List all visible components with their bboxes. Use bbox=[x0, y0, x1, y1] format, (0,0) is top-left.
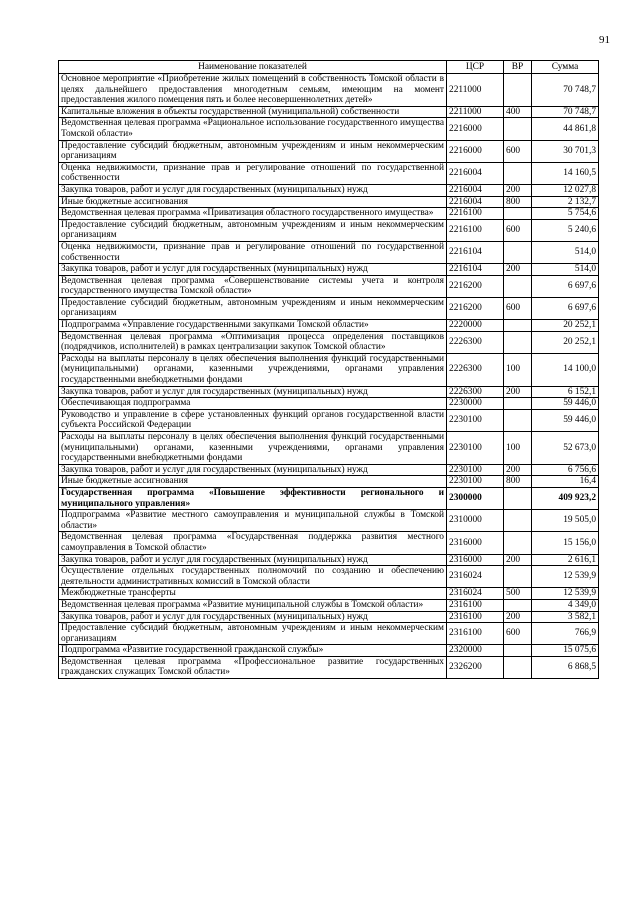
cell-vr bbox=[504, 331, 532, 353]
cell-vr: 500 bbox=[504, 588, 532, 600]
cell-csr: 2316024 bbox=[447, 588, 504, 600]
cell-csr: 2216000 bbox=[447, 118, 504, 140]
table-row bbox=[59, 588, 599, 600]
table-row bbox=[59, 331, 599, 353]
cell-sum: 5 754,6 bbox=[532, 208, 599, 220]
cell-csr: 2230100 bbox=[447, 409, 504, 431]
table-row bbox=[59, 487, 599, 509]
cell-sum: 6 152,1 bbox=[532, 386, 599, 398]
table-row bbox=[59, 241, 599, 263]
header-csr: ЦСР bbox=[447, 61, 504, 74]
header-sum: Сумма bbox=[532, 61, 599, 74]
table-row bbox=[59, 532, 599, 554]
cell-name: Межбюджетные трансферты bbox=[59, 588, 447, 600]
cell-sum: 44 861,8 bbox=[532, 118, 599, 140]
cell-csr: 2230100 bbox=[447, 464, 504, 476]
cell-sum: 4 349,0 bbox=[532, 599, 599, 611]
cell-sum: 20 252,1 bbox=[532, 320, 599, 332]
cell-sum: 3 582,1 bbox=[532, 611, 599, 623]
table-row bbox=[59, 510, 599, 532]
table-row bbox=[59, 566, 599, 588]
cell-csr: 2226300 bbox=[447, 386, 504, 398]
cell-vr bbox=[504, 398, 532, 410]
cell-csr: 2316100 bbox=[447, 611, 504, 623]
cell-vr bbox=[504, 656, 532, 678]
cell-name: Руководство и управление в сфере установленных функций органов государственной власти субъекта Российской Федерации bbox=[59, 409, 447, 431]
cell-csr: 2216200 bbox=[447, 297, 504, 319]
cell-name: Основное мероприятие «Приобретение жилых помещений в собственность Томской области в целях дальнейшего предоставления многодетным семьям, имеющим на момент предоставления жилого помещения пять и более несовершеннолетних детей» bbox=[59, 74, 447, 107]
cell-vr: 800 bbox=[504, 196, 532, 208]
cell-vr bbox=[504, 74, 532, 107]
cell-name: Иные бюджетные ассигнования bbox=[59, 196, 447, 208]
cell-vr: 200 bbox=[504, 264, 532, 276]
cell-name: Предоставление субсидий бюджетным, автономным учреждениям и иным некоммерческим организациям bbox=[59, 297, 447, 319]
table-row bbox=[59, 599, 599, 611]
cell-csr: 2216004 bbox=[447, 184, 504, 196]
cell-sum: 15 075,6 bbox=[532, 645, 599, 657]
cell-name: Государственная программа «Повышение эффективности регионального и муниципального управления» bbox=[59, 487, 447, 509]
cell-sum: 20 252,1 bbox=[532, 331, 599, 353]
cell-csr: 2216004 bbox=[447, 196, 504, 208]
cell-csr: 2316000 bbox=[447, 554, 504, 566]
table-row bbox=[59, 409, 599, 431]
cell-name: Осуществление отдельных государственных полномочий по созданию и обеспечению деятельности административных комиссий в Томской области bbox=[59, 566, 447, 588]
cell-csr: 2316024 bbox=[447, 566, 504, 588]
cell-sum: 14 100,0 bbox=[532, 353, 599, 386]
cell-sum: 6 868,5 bbox=[532, 656, 599, 678]
cell-csr: 2320000 bbox=[447, 645, 504, 657]
cell-sum: 514,0 bbox=[532, 241, 599, 263]
table-row bbox=[59, 386, 599, 398]
table-row bbox=[59, 74, 599, 107]
cell-csr: 2220000 bbox=[447, 320, 504, 332]
cell-sum: 409 923,2 bbox=[532, 487, 599, 509]
cell-name: Закупка товаров, работ и услуг для государственных (муниципальных) нужд bbox=[59, 264, 447, 276]
table-row bbox=[59, 645, 599, 657]
cell-vr bbox=[504, 487, 532, 509]
cell-sum: 6 697,6 bbox=[532, 297, 599, 319]
cell-vr bbox=[504, 320, 532, 332]
cell-vr: 100 bbox=[504, 353, 532, 386]
table-row bbox=[59, 162, 599, 184]
cell-csr: 2226300 bbox=[447, 331, 504, 353]
cell-vr: 200 bbox=[504, 554, 532, 566]
cell-vr bbox=[504, 532, 532, 554]
cell-csr: 2216200 bbox=[447, 275, 504, 297]
cell-name: Иные бюджетные ассигнования bbox=[59, 476, 447, 488]
cell-vr: 600 bbox=[504, 219, 532, 241]
header-vr: ВР bbox=[504, 61, 532, 74]
table-row bbox=[59, 398, 599, 410]
cell-vr bbox=[504, 645, 532, 657]
cell-csr: 2310000 bbox=[447, 510, 504, 532]
cell-name: Подпрограмма «Управление государственными закупками Томской области» bbox=[59, 320, 447, 332]
cell-csr: 2230100 bbox=[447, 432, 504, 465]
cell-sum: 514,0 bbox=[532, 264, 599, 276]
cell-sum: 2 132,7 bbox=[532, 196, 599, 208]
cell-name: Ведомственная целевая программа «Приватизация областного государственного имущества» bbox=[59, 208, 447, 220]
cell-sum: 70 748,7 bbox=[532, 74, 599, 107]
header-name: Наименование показателей bbox=[59, 61, 447, 74]
cell-sum: 6 756,6 bbox=[532, 464, 599, 476]
cell-name: Капитальные вложения в объекты государственной (муниципальной) собственности bbox=[59, 106, 447, 118]
cell-csr: 2211000 bbox=[447, 74, 504, 107]
table-row bbox=[59, 432, 599, 465]
cell-csr: 2230100 bbox=[447, 476, 504, 488]
cell-csr: 2216000 bbox=[447, 140, 504, 162]
cell-vr: 200 bbox=[504, 611, 532, 623]
cell-vr: 800 bbox=[504, 476, 532, 488]
cell-name: Предоставление субсидий бюджетным, автономным учреждениям и иным некоммерческим организациям bbox=[59, 140, 447, 162]
cell-name: Ведомственная целевая программа «Развитие муниципальной службы в Томской области» bbox=[59, 599, 447, 611]
table-row bbox=[59, 196, 599, 208]
cell-csr: 2216100 bbox=[447, 219, 504, 241]
table-row bbox=[59, 184, 599, 196]
cell-sum: 52 673,0 bbox=[532, 432, 599, 465]
cell-vr bbox=[504, 118, 532, 140]
cell-name: Оценка недвижимости, признание прав и регулирование отношений по государственной собственности bbox=[59, 241, 447, 263]
cell-vr: 400 bbox=[504, 106, 532, 118]
cell-name: Ведомственная целевая программа «Рациональное использование государственного имущества Томской области» bbox=[59, 118, 447, 140]
table-row bbox=[59, 320, 599, 332]
cell-csr: 2216104 bbox=[447, 241, 504, 263]
cell-sum: 5 240,6 bbox=[532, 219, 599, 241]
cell-vr: 200 bbox=[504, 184, 532, 196]
table-row bbox=[59, 264, 599, 276]
table-row bbox=[59, 464, 599, 476]
cell-csr: 2216004 bbox=[447, 162, 504, 184]
cell-csr: 2316100 bbox=[447, 623, 504, 645]
cell-vr: 600 bbox=[504, 297, 532, 319]
table-row bbox=[59, 656, 599, 678]
table-row bbox=[59, 623, 599, 645]
table-row bbox=[59, 208, 599, 220]
cell-sum: 15 156,0 bbox=[532, 532, 599, 554]
cell-name: Оценка недвижимости, признание прав и регулирование отношений по государственной собственности bbox=[59, 162, 447, 184]
cell-vr bbox=[504, 162, 532, 184]
cell-csr: 2216104 bbox=[447, 264, 504, 276]
cell-vr: 200 bbox=[504, 464, 532, 476]
cell-name: Предоставление субсидий бюджетным, автономным учреждениям и иным некоммерческим организациям bbox=[59, 623, 447, 645]
cell-vr bbox=[504, 275, 532, 297]
table-row bbox=[59, 611, 599, 623]
cell-vr bbox=[504, 599, 532, 611]
table-row bbox=[59, 476, 599, 488]
cell-vr bbox=[504, 566, 532, 588]
table-row bbox=[59, 106, 599, 118]
table-row bbox=[59, 275, 599, 297]
table-header-row bbox=[59, 61, 599, 74]
cell-csr: 2326200 bbox=[447, 656, 504, 678]
cell-name: Предоставление субсидий бюджетным, автономным учреждениям и иным некоммерческим организациям bbox=[59, 219, 447, 241]
cell-name: Расходы на выплаты персоналу в целях обеспечения выполнения функций государственными (муниципальными) органами, казенными учреждениями, органами управления государственными внебюджетными фондами bbox=[59, 432, 447, 465]
cell-csr: 2316100 bbox=[447, 599, 504, 611]
cell-csr: 2216100 bbox=[447, 208, 504, 220]
cell-sum: 12 539,9 bbox=[532, 588, 599, 600]
cell-sum: 30 701,3 bbox=[532, 140, 599, 162]
budget-table bbox=[58, 60, 599, 679]
cell-vr bbox=[504, 208, 532, 220]
table-row bbox=[59, 118, 599, 140]
cell-name: Закупка товаров, работ и услуг для государственных (муниципальных) нужд bbox=[59, 611, 447, 623]
cell-csr: 2211000 bbox=[447, 106, 504, 118]
cell-sum: 12 027,8 bbox=[532, 184, 599, 196]
cell-name: Закупка товаров, работ и услуг для государственных (муниципальных) нужд bbox=[59, 554, 447, 566]
cell-name: Расходы на выплаты персоналу в целях обеспечения выполнения функций государственными (муниципальными) органами, казенными учреждениями, органами управления государственными внебюджетными фондами bbox=[59, 353, 447, 386]
table-body bbox=[59, 74, 599, 679]
cell-sum: 19 505,0 bbox=[532, 510, 599, 532]
cell-vr: 100 bbox=[504, 432, 532, 465]
cell-name: Закупка товаров, работ и услуг для государственных (муниципальных) нужд bbox=[59, 184, 447, 196]
cell-name: Ведомственная целевая программа «Оптимизация процесса определения поставщиков (подрядчиков, исполнителей) в рамках централизации закупок Томской области» bbox=[59, 331, 447, 353]
cell-sum: 70 748,7 bbox=[532, 106, 599, 118]
cell-vr: 200 bbox=[504, 386, 532, 398]
cell-vr: 600 bbox=[504, 623, 532, 645]
cell-sum: 59 446,0 bbox=[532, 398, 599, 410]
cell-name: Подпрограмма «Развитие государственной гражданской службы» bbox=[59, 645, 447, 657]
table-row bbox=[59, 297, 599, 319]
page-number: 91 bbox=[599, 34, 610, 46]
table-row bbox=[59, 554, 599, 566]
cell-sum: 766,9 bbox=[532, 623, 599, 645]
table-row bbox=[59, 140, 599, 162]
table-row bbox=[59, 219, 599, 241]
cell-sum: 14 160,5 bbox=[532, 162, 599, 184]
cell-csr: 2300000 bbox=[447, 487, 504, 509]
cell-vr bbox=[504, 510, 532, 532]
cell-name: Закупка товаров, работ и услуг для государственных (муниципальных) нужд bbox=[59, 386, 447, 398]
cell-sum: 12 539,9 bbox=[532, 566, 599, 588]
cell-sum: 6 697,6 bbox=[532, 275, 599, 297]
cell-name: Обеспечивающая подпрограмма bbox=[59, 398, 447, 410]
cell-vr: 600 bbox=[504, 140, 532, 162]
cell-vr bbox=[504, 241, 532, 263]
cell-name: Закупка товаров, работ и услуг для государственных (муниципальных) нужд bbox=[59, 464, 447, 476]
cell-csr: 2316000 bbox=[447, 532, 504, 554]
cell-name: Ведомственная целевая программа «Профессиональное развитие государственных гражданских служащих Томской области» bbox=[59, 656, 447, 678]
cell-csr: 2226300 bbox=[447, 353, 504, 386]
cell-name: Подпрограмма «Развитие местного самоуправления и муниципальной службы в Томской области» bbox=[59, 510, 447, 532]
cell-name: Ведомственная целевая программа «Совершенствование системы учета и контроля государственного имущества Томской области» bbox=[59, 275, 447, 297]
cell-vr bbox=[504, 409, 532, 431]
cell-sum: 2 616,1 bbox=[532, 554, 599, 566]
cell-csr: 2230000 bbox=[447, 398, 504, 410]
table-row bbox=[59, 353, 599, 386]
cell-sum: 16,4 bbox=[532, 476, 599, 488]
cell-sum: 59 446,0 bbox=[532, 409, 599, 431]
cell-name: Ведомственная целевая программа «Государственная поддержка развития местного самоуправления в Томской области» bbox=[59, 532, 447, 554]
